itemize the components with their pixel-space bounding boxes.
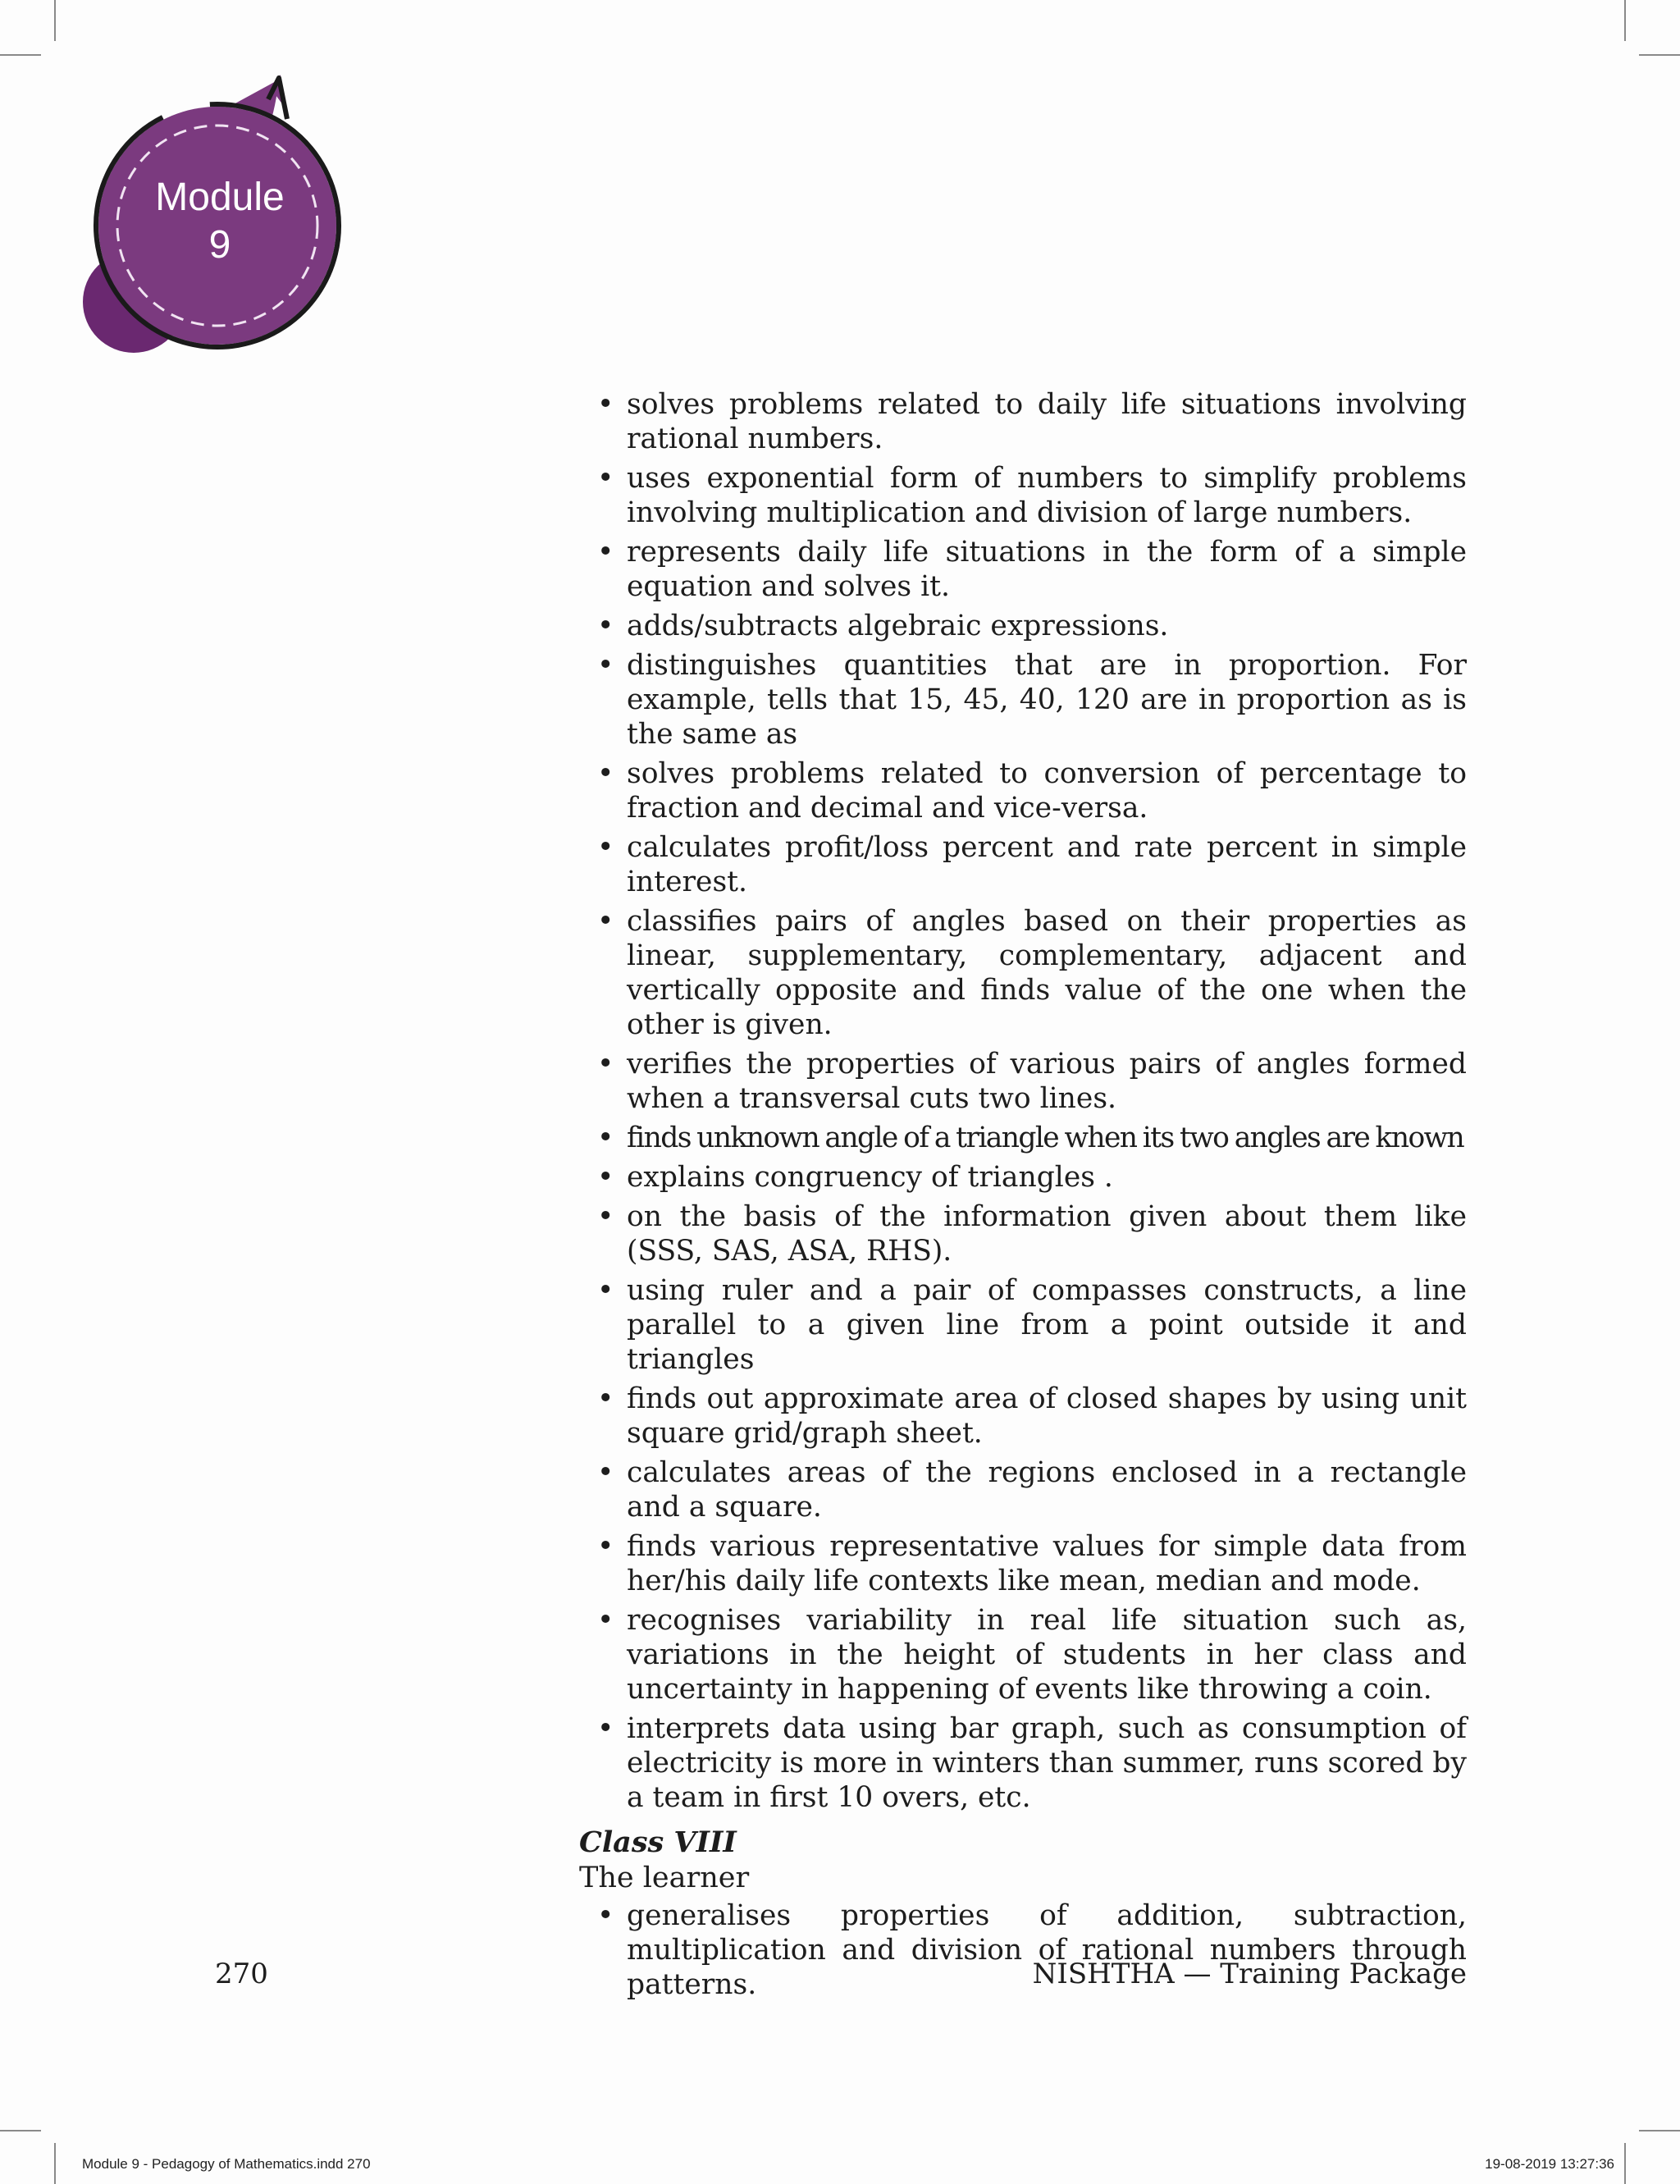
list-item: • finds out approximate area of closed shapes by using unit square grid/graph sheet. [579,1382,1467,1451]
module-number: 9 [208,223,231,267]
list-item: • on the basis of the information given about them like (SSS, SAS, ASA, RHS). [579,1199,1467,1268]
crop-mark [0,2130,41,2131]
slug-timestamp: 19-08-2019 13:27:36 [1485,2156,1614,2172]
list-item: • solves problems related to daily life situations involving rational numbers. [579,387,1467,456]
list-item: • recognises variability in real life situation such as, variations in the height of students in her class and uncertainty in happening of events like throwing a coin. [579,1603,1467,1707]
list-item: • solves problems related to conversion of percentage to fraction and decimal and vice-versa. [579,756,1467,825]
learner-intro: The learner [579,1862,750,1894]
module-word: Module [155,176,285,219]
crop-mark [1624,2143,1626,2184]
outcomes-list-vii [579,387,1467,1815]
list-item: • interprets data using bar graph, such as consumption of electricity is more in winters than summer, runs scored by a team in first 10 overs, etc. [579,1711,1467,1815]
crop-mark [1624,0,1626,41]
list-item: • using ruler and a pair of compasses constructs, a line parallel to a given line from a point outside it and triangles [579,1273,1467,1377]
crop-mark [54,2143,56,2184]
list-item: • generalises properties of addition, subtraction, multiplication and division of rational numbers through patterns. [579,1898,1467,2002]
crop-mark [0,54,41,56]
list-item: • calculates areas of the regions enclosed in a rectangle and a square. [579,1455,1467,1524]
list-item: • uses exponential form of numbers to simplify problems involving multiplication and division of large numbers. [579,461,1467,530]
list-item: • finds various representative values for simple data from her/his daily life contexts like mean, median and mode. [579,1529,1467,1598]
list-item: • explains congruency of triangles . [579,1160,1467,1195]
list-item: • represents daily life situations in the form of a simple equation and solves it. [579,535,1467,604]
list-item: • calculates profit/loss percent and rate percent in simple interest. [579,830,1467,899]
crop-mark [1639,54,1680,56]
running-footer: NISHTHA — Training Package [1032,1958,1467,1990]
list-item: • classifies pairs of angles based on their properties as linear, supplementary, complementary, adjacent and vertically opposite and finds value of the one when the other is given. [579,904,1467,1042]
module-label [121,174,318,269]
list-item: • distinguishes quantities that are in proportion. For example, tells that 15, 45, 40, 120 are in proportion as is the same as [579,648,1467,752]
list-item: • finds unknown angle of a triangle when its two angles are known [579,1121,1467,1155]
slug-file: Module 9 - Pedagogy of Mathematics.indd 270 [82,2156,371,2172]
page-number: 270 [215,1958,268,1990]
crop-mark [54,0,56,41]
list-item: • adds/subtracts algebraic expressions. [579,609,1467,643]
class-heading: Class VIII [579,1825,737,1859]
list-item: • verifies the properties of various pairs of angles formed when a transversal cuts two lines. [579,1047,1467,1116]
learning-outcomes [579,387,1467,2007]
crop-mark [1639,2130,1680,2131]
